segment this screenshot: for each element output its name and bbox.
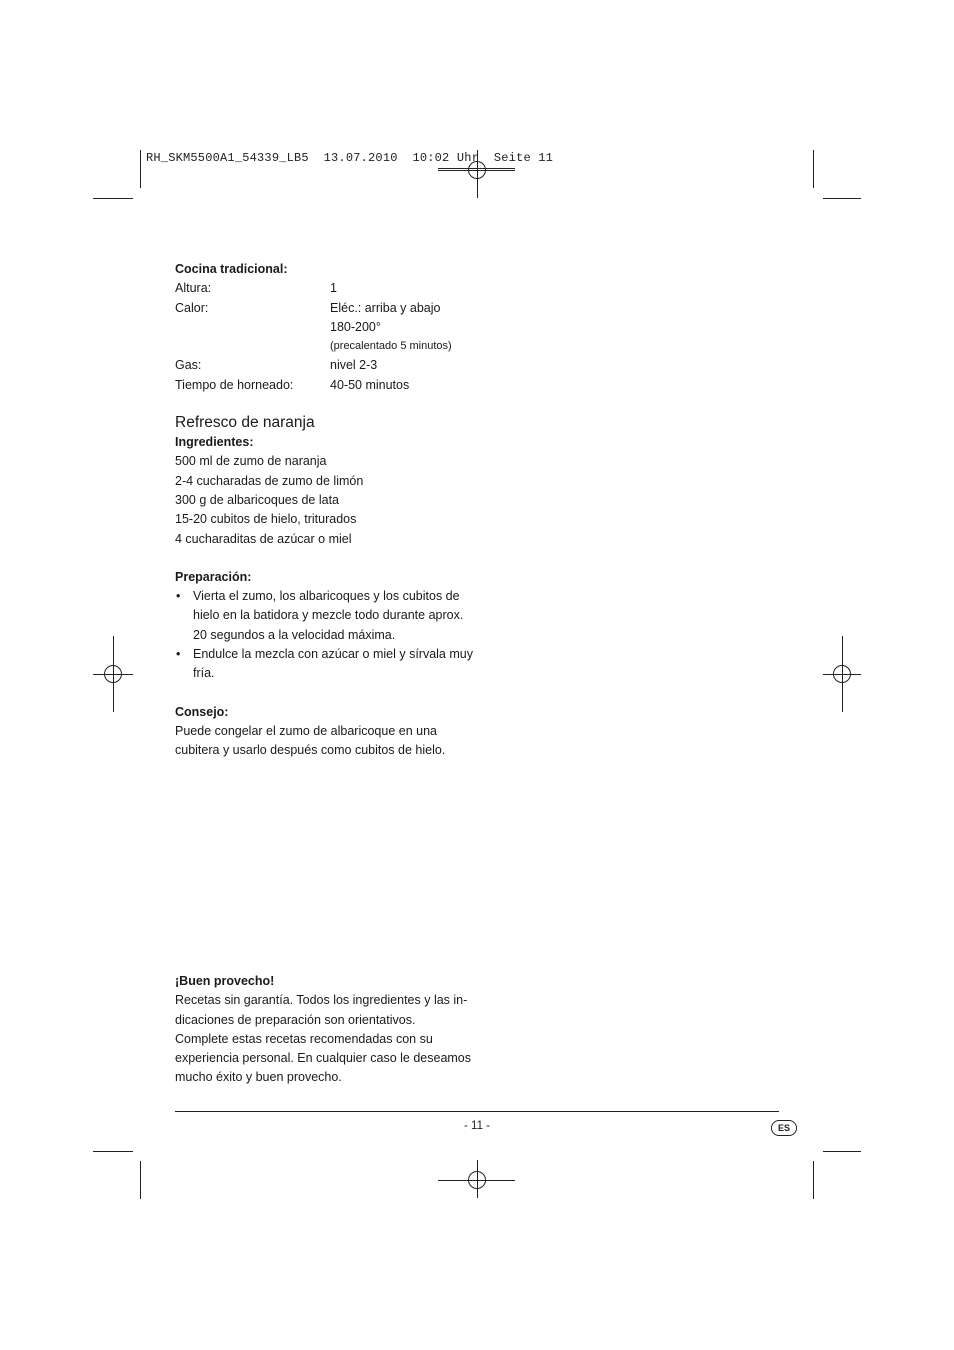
traditional-row (175, 337, 475, 356)
page-number: - 11 - (464, 1120, 490, 1132)
traditional-row (175, 279, 475, 298)
crop-mark-bottom-right-h (823, 1151, 861, 1152)
row-value: 1 (330, 281, 337, 296)
closing-line: dicaciones de preparación son orientativos. (175, 1012, 416, 1027)
row-value: nivel 2-3 (330, 358, 378, 373)
crop-mark-top-right-v (813, 150, 814, 188)
ingredient-item: 2-4 cucharadas de zumo de limón (175, 473, 364, 488)
row-value: 40-50 minutos (330, 377, 410, 392)
reg-mark-left-circle (104, 665, 122, 683)
closing-line: Complete estas recetas recomendadas con su (175, 1031, 433, 1046)
closing-line: experiencia personal. En cualquier caso le deseamos (175, 1051, 472, 1066)
crop-mark-bottom-left-v (140, 1161, 141, 1199)
row-label: Altura: (175, 281, 212, 296)
ingredient-item: 500 ml de zumo de naranja (175, 454, 327, 469)
language-badge: ES (771, 1120, 797, 1136)
closing-heading: ¡Buen provecho! (175, 974, 275, 988)
closing-line: Recetas sin garantía. Todos los ingredientes y las in- (175, 993, 468, 1008)
footer-rule (175, 1111, 779, 1112)
traditional-table (175, 279, 475, 395)
traditional-heading: Cocina tradicional: (175, 262, 288, 276)
traditional-row (175, 299, 475, 318)
closing-line: mucho éxito y buen provecho. (175, 1070, 342, 1085)
ingredient-item: 4 cucharaditas de azúcar o miel (175, 531, 352, 546)
crop-mark-bottom-right-v (813, 1161, 814, 1199)
ingredients-list (175, 452, 475, 548)
ingredient-item: 300 g de albaricoques de lata (175, 492, 340, 507)
crop-mark-top-left-v (140, 150, 141, 188)
crop-mark-top-left-h (93, 198, 133, 199)
traditional-row (175, 356, 475, 375)
print-slug: RH_SKM5500A1_54339_LB5 13.07.2010 10:02 Uhr Seite 11 (146, 151, 554, 165)
reg-mark-bottom-circle (468, 1171, 486, 1189)
traditional-row (175, 318, 475, 337)
tip-text-line: Puede congelar el zumo de albaricoque en una (175, 723, 437, 738)
row-value: (precalentado 5 minutos) (330, 340, 452, 353)
closing-block (175, 972, 475, 1088)
recipe-column (175, 260, 475, 761)
row-label: Tiempo de horneado: (175, 377, 294, 392)
reg-mark-right-circle (833, 665, 851, 683)
preparation-step: • Endulce la mezcla con azúcar o miel y sírvala muy fría. (175, 645, 475, 684)
row-label: Gas: (175, 358, 202, 373)
ingredient-item: 15-20 cubitos de hielo, triturados (175, 512, 357, 527)
crop-mark-bottom-left-h (93, 1151, 133, 1152)
row-value: Eléc.: arriba y abajo (330, 300, 441, 315)
preparation-step: • Vierta el zumo, los albaricoques y los cubitos de hielo en la batidora y mezcle todo durante aprox. 20 segundos a la velocidad máxima. (175, 587, 475, 645)
recipe-title: Refresco de naranja (175, 414, 315, 432)
traditional-row (175, 376, 475, 395)
preparation-heading: Preparación: (175, 569, 252, 584)
reg-mark-top-circle (468, 161, 486, 179)
crop-mark-top-right-h (823, 198, 861, 199)
row-value: 180-200° (330, 319, 381, 334)
preparation-steps (175, 587, 475, 683)
tip-text-line: cubitera y usarlo después como cubitos de hielo. (175, 743, 446, 758)
tip-heading: Consejo: (175, 704, 229, 719)
row-label: Calor: (175, 300, 209, 315)
ingredients-heading: Ingredientes: (175, 435, 254, 450)
